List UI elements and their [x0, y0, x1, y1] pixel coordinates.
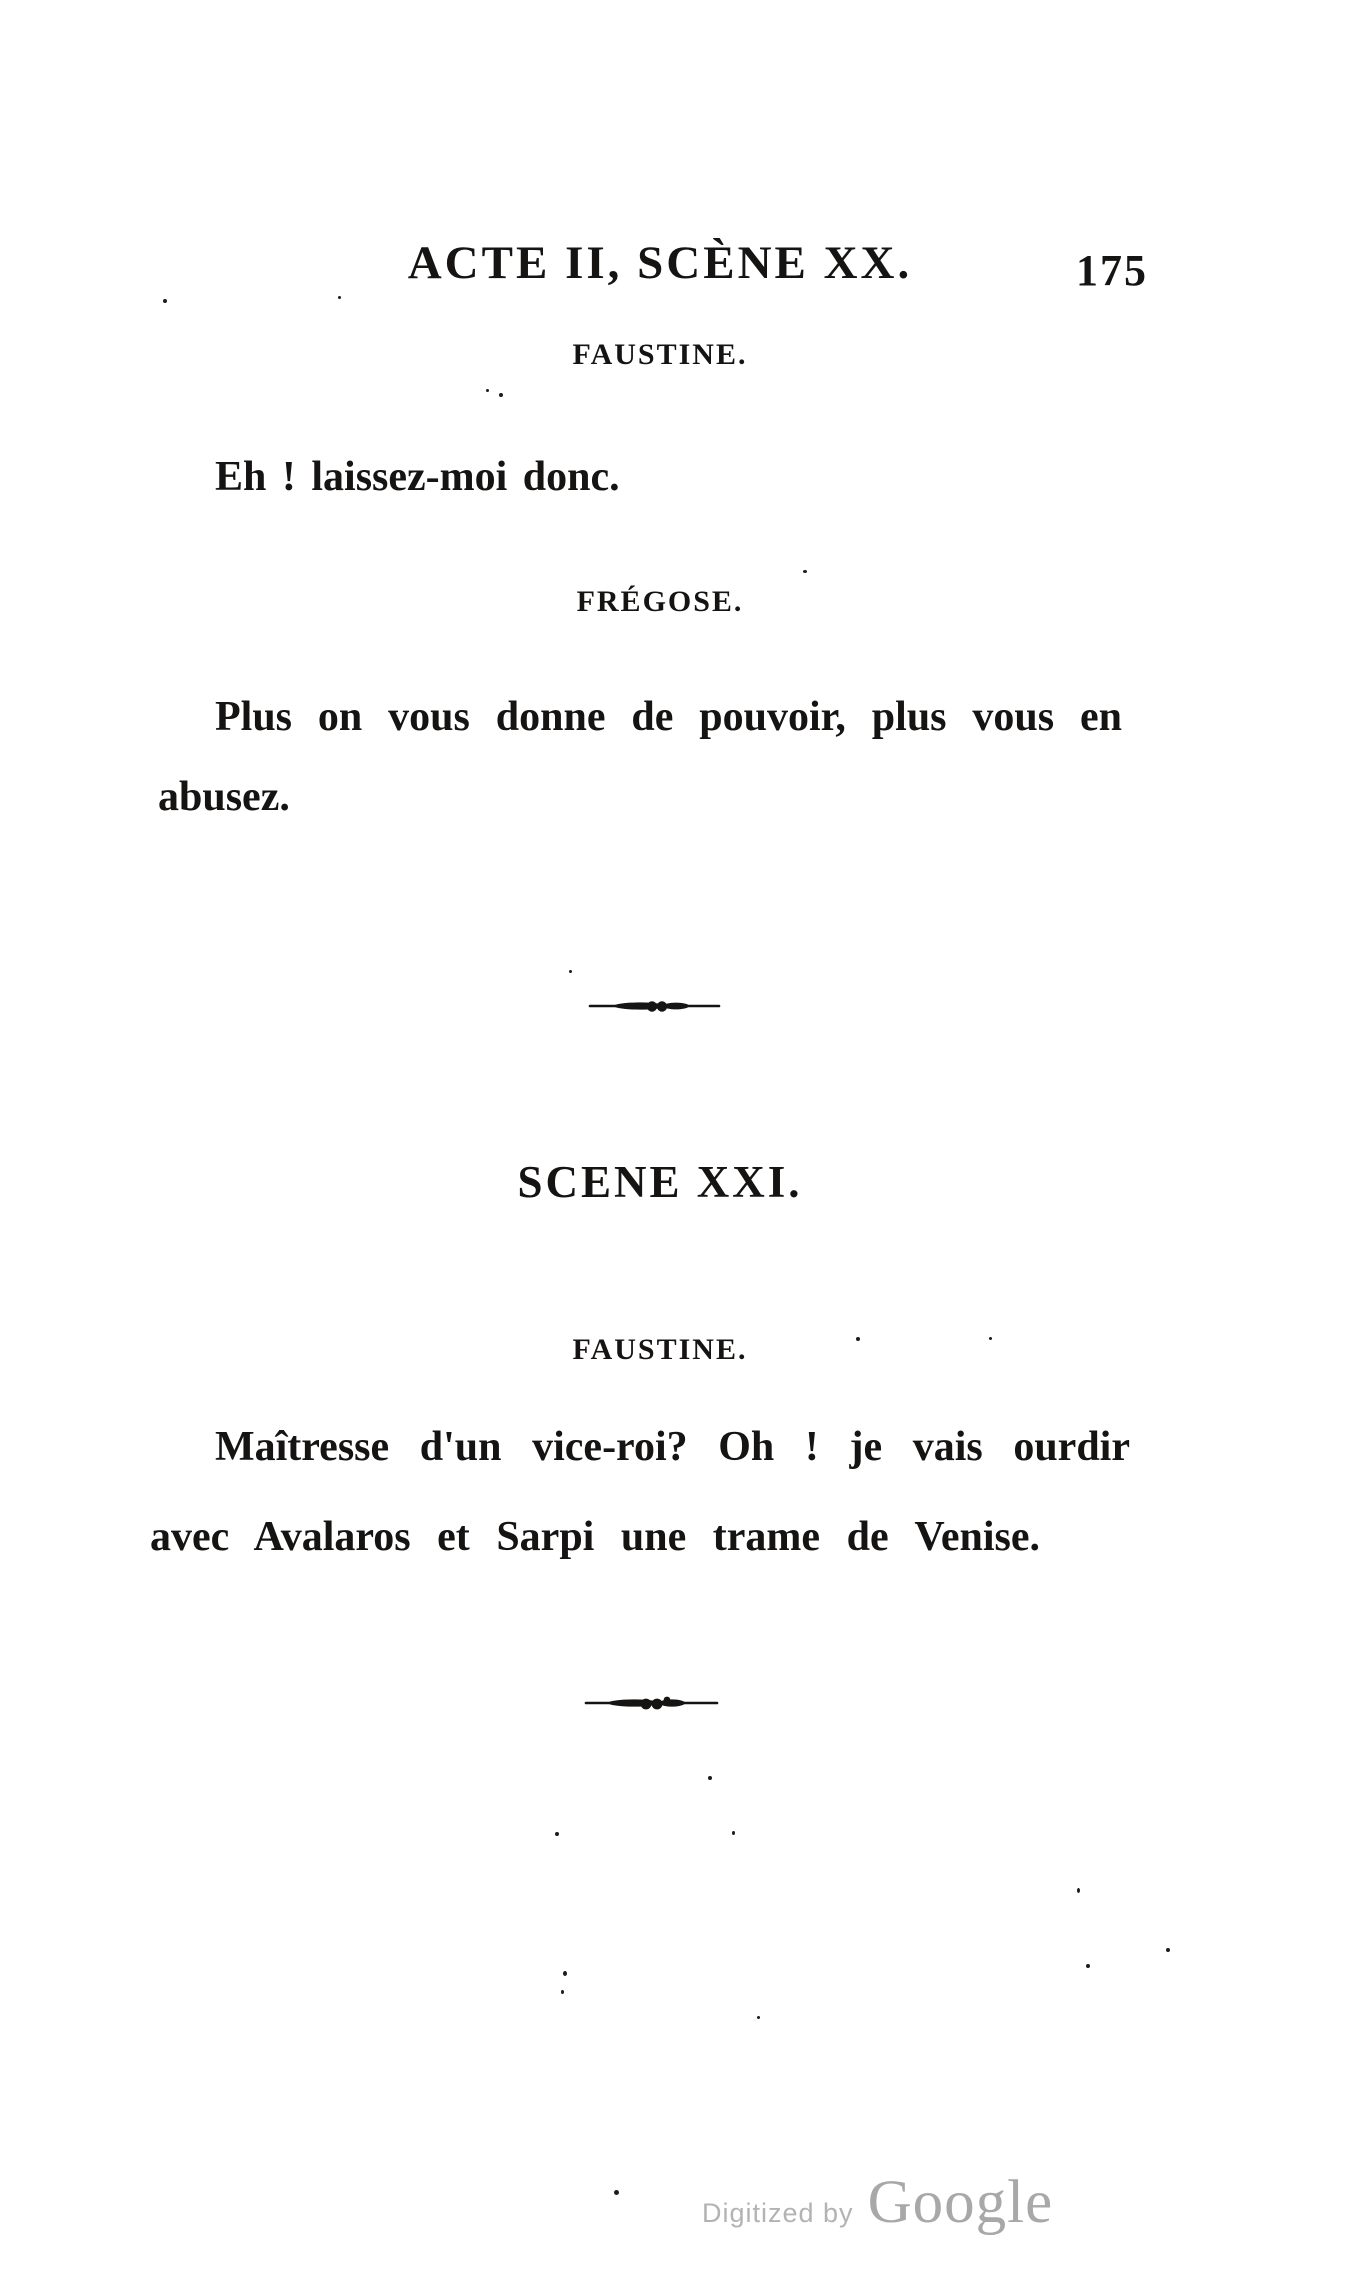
ink-speck	[989, 1337, 992, 1340]
page-number: 175	[1076, 246, 1148, 295]
digitized-by-label: Digitized by	[702, 2198, 854, 2228]
ink-speck	[614, 2190, 619, 2195]
ink-speck	[856, 1337, 860, 1341]
dialogue-line: Maîtresse d'un vice-roi? Oh ! je vais ourdir	[215, 1424, 1130, 1470]
ink-speck	[1166, 1948, 1170, 1952]
dialogue-line: avec Avalaros et Sarpi une trame de Venise.	[150, 1514, 1040, 1560]
speaker-label-faustine: FAUSTINE.	[572, 1333, 748, 1366]
digitization-watermark	[702, 2168, 1053, 2238]
scene-divider-icon	[584, 1694, 719, 1712]
ink-speck	[338, 296, 341, 299]
dialogue-line: Eh ! laissez-moi donc.	[215, 454, 620, 500]
ink-speck	[561, 1990, 564, 1994]
running-title: ACTE II, SCÈNE XX.	[407, 237, 913, 289]
scene-heading: SCENE XXI.	[517, 1157, 803, 1207]
ink-speck	[708, 1776, 712, 1780]
ink-speck	[1086, 1964, 1090, 1968]
ink-speck	[803, 570, 807, 573]
ink-speck	[1077, 1888, 1080, 1893]
speaker-label-faustine: FAUSTINE.	[572, 338, 748, 371]
ink-speck	[163, 299, 167, 303]
ink-speck	[486, 389, 489, 392]
ink-speck	[569, 970, 572, 973]
ink-speck	[732, 1831, 735, 1835]
ink-speck	[499, 393, 503, 397]
dialogue-line: abusez.	[158, 774, 290, 820]
ink-speck	[757, 2016, 760, 2019]
scene-divider-icon	[588, 998, 721, 1014]
speaker-label-fregose: FRÉGOSE.	[576, 585, 744, 618]
dialogue-line: Plus on vous donne de pouvoir, plus vous en	[215, 694, 1122, 740]
ink-speck	[563, 1971, 567, 1976]
ink-speck	[555, 1832, 559, 1836]
google-logo: Google	[867, 2169, 1054, 2236]
